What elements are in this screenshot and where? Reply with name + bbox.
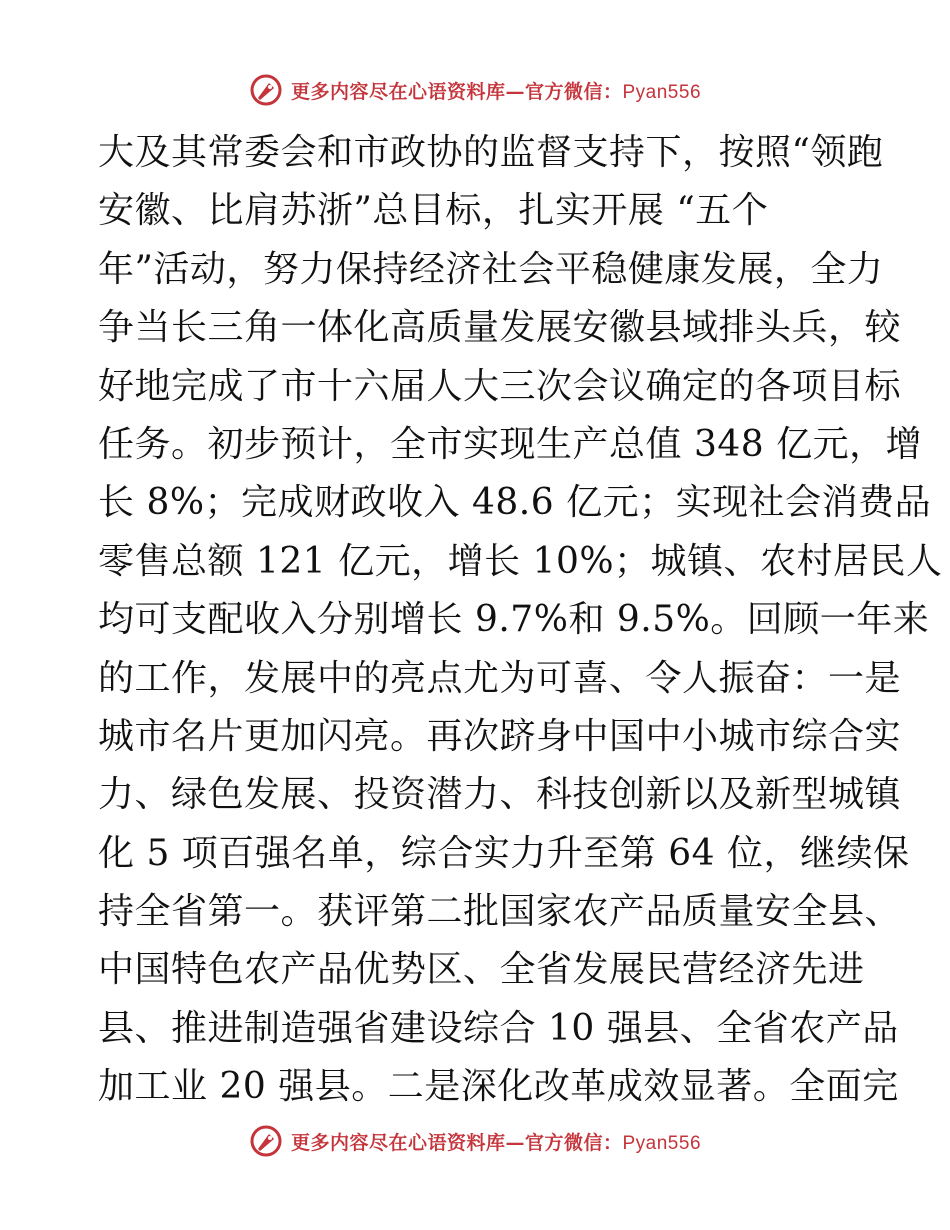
pen-nib-circle-icon <box>249 73 283 107</box>
text-line: 力、绿色发展、投资潜力、科技创新以及新型城镇 <box>98 774 902 816</box>
text-line: 的工作，发展中的亮点尤为可喜、令人振奋：一是 <box>98 657 902 699</box>
text-line: 任务。初步预计，全市实现生产总值 348 亿元，增 <box>98 423 923 465</box>
text-line: 零售总额 121 亿元，增长 10%；城镇、农村居民人 <box>98 540 943 582</box>
watermark-wechat-label: 官方微信： <box>524 1131 623 1154</box>
watermark-site-text: 更多内容尽在心语资料库 <box>290 80 506 103</box>
watermark-separator: — <box>505 80 525 103</box>
text-line: 长 8%；完成财政收入 48.6 亿元；实现社会消费品 <box>98 482 932 524</box>
watermark-wechat-label: 官方微信： <box>524 80 623 103</box>
watermark-text <box>291 77 701 104</box>
text-line: 好地完成了市十六届人大三次会议确定的各项目标 <box>98 365 902 407</box>
text-line: 中国特色农产品优势区、全省发展民营经济先进 <box>98 949 865 991</box>
watermark-separator: — <box>505 1131 525 1154</box>
text-line: 安徽、比肩苏浙”总目标，扎实开展 “五个 <box>98 190 769 232</box>
text-line: 大及其常委会和市政协的监督支持下，按照“领跑 <box>98 132 884 173</box>
document-body <box>98 124 943 1117</box>
watermark-site-text: 更多内容尽在心语资料库 <box>290 1131 506 1154</box>
text-line: 县、推进制造强省建设综合 10 强县、全省农产品 <box>98 1007 899 1049</box>
text-line: 年”活动，努力保持经济社会平稳健康发展，全力 <box>98 248 884 290</box>
footer-watermark <box>0 1121 950 1161</box>
text-line: 争当长三角一体化高质量发展安徽县域排头兵，较 <box>98 307 902 349</box>
watermark-wechat-id: Pyan556 <box>622 1132 702 1154</box>
text-line: 持全省第一。获评第二批国家农产品质量安全县、 <box>98 891 902 933</box>
watermark-wechat-id: Pyan556 <box>622 81 702 103</box>
text-line: 城市名片更加闪亮。再次跻身中国中小城市综合实 <box>98 715 902 757</box>
text-line: 加工业 20 强县。二是深化改革成效显著。全面完 <box>98 1066 899 1108</box>
header-watermark <box>0 70 950 110</box>
pen-nib-circle-icon <box>249 1124 283 1158</box>
text-line: 均可支配收入分别增长 9.7%和 9.5%。回顾一年来 <box>98 599 930 641</box>
watermark-text <box>291 1128 701 1155</box>
text-line: 化 5 项百强名单，综合实力升至第 64 位，继续保 <box>98 832 910 874</box>
